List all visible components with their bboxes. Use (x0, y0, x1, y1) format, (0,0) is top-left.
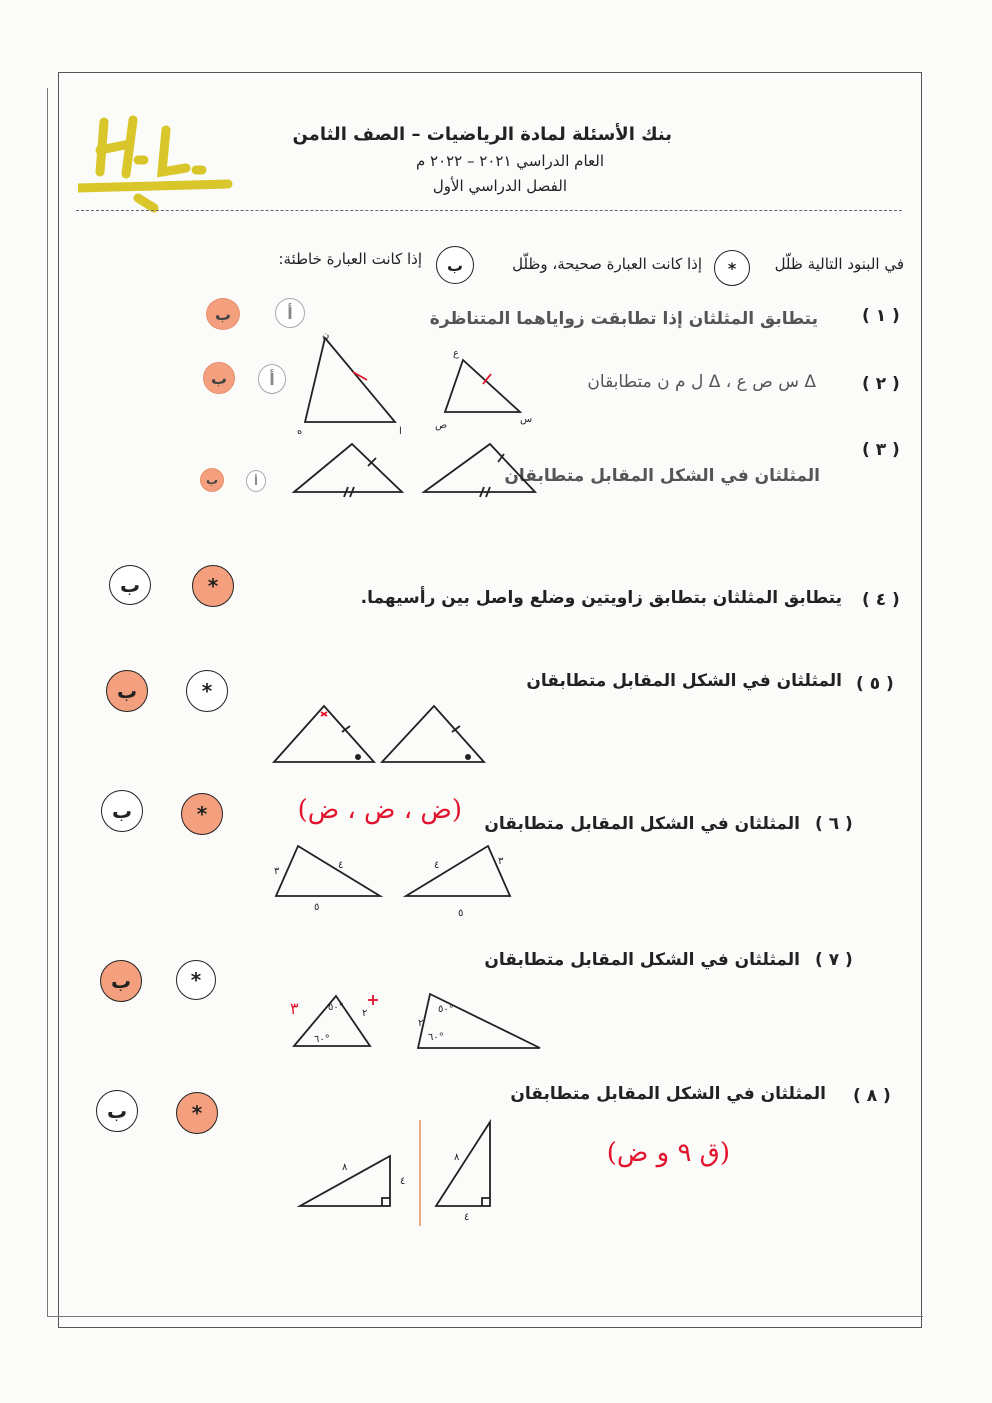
q6-label-c: ٥ (314, 902, 320, 913)
q7-label-a: ٢ (362, 1008, 368, 1019)
q1-number: ( ١ ) (862, 306, 900, 326)
q2-label-sad: ص (435, 420, 448, 431)
q4-text: يتطابق المثلثان بتطابق زاويتين وضلع واصل بين رأسيهما. (360, 588, 842, 608)
q4-number: ( ٤ ) (862, 590, 900, 610)
q6-option-b[interactable]: ب (101, 790, 143, 832)
q2-option-a[interactable]: أ (258, 364, 286, 394)
q1-text: يتطابق المثلثان إذا تطابقت زواياهما المتناظرة (429, 309, 818, 329)
q8-handwritten-note: (ق ٩ و ض) (606, 1138, 730, 1168)
q7-text: المثلثان في الشكل المقابل متطابقان (484, 950, 800, 970)
q2-text: Δ س ص ع ، Δ ل م ن متطابقان (587, 372, 816, 392)
q7-option-b[interactable]: ب (100, 960, 142, 1002)
q5-number: ( ٥ ) (856, 674, 894, 694)
q8-label-b: ٤ (400, 1176, 406, 1187)
q6-number: ( ٦ ) (815, 814, 853, 834)
q6-option-star[interactable]: * (181, 793, 223, 835)
q2-label-a: ا (399, 426, 402, 437)
q5-text: المثلثان في الشكل المقابل متطابقان (526, 671, 842, 691)
q1-option-b[interactable]: ب (206, 298, 240, 330)
q2-label-ain: ع (453, 348, 459, 359)
q6-label-b2: ٤ (434, 860, 440, 871)
instruction-part1: في البنود التالية ظلّل (774, 255, 904, 273)
q8-label-a2: ٨ (454, 1152, 460, 1163)
q4-option-star[interactable]: * (192, 565, 234, 607)
q2-figure (295, 330, 545, 440)
q8-number: ( ٨ ) (853, 1086, 891, 1106)
q3-option-b[interactable]: ب (200, 468, 224, 492)
q4-option-b[interactable]: ب (109, 565, 151, 605)
q7-label-b2: ٥٠° (438, 1004, 454, 1015)
q7-option-star[interactable]: * (176, 960, 216, 1000)
q7-label-c2: ٦٠° (428, 1032, 444, 1043)
q8-option-b[interactable]: ب (96, 1090, 138, 1132)
instruction-part3: إذا كانت العبارة خاطئة: (278, 250, 422, 268)
q7-figure (288, 990, 548, 1060)
q2-label-seen: س (520, 414, 533, 425)
q7-label-c: ٦٠° (314, 1034, 330, 1045)
instruction-false-symbol: ب (436, 246, 474, 284)
q5-figure (272, 700, 492, 770)
q8-figure (296, 1120, 496, 1230)
school-year: العام الدراسي ٢٠٢١ – ٢٠٢٢ م (415, 152, 604, 170)
q5-option-b[interactable]: ب (106, 670, 148, 712)
q7-number: ( ٧ ) (815, 950, 853, 970)
q8-label-a: ٨ (342, 1162, 348, 1173)
instruction-true-symbol: * (714, 250, 750, 286)
header-divider (76, 210, 902, 211)
q7-handwritten-mark: ٣ (290, 999, 299, 1018)
q6-label-a2: ٣ (498, 856, 504, 867)
q8-option-star[interactable]: * (176, 1092, 218, 1134)
hl-logo (78, 112, 238, 222)
q2-option-b[interactable]: ب (203, 362, 235, 394)
q6-label-b: ٤ (338, 860, 344, 871)
q8-label-b2: ٤ (464, 1212, 470, 1223)
q2-label-h: ه (297, 426, 303, 437)
q7-label-a2: ٢ (418, 1018, 424, 1029)
instruction-part2: إذا كانت العبارة صحيحة، وظلّل (512, 255, 702, 273)
q3-option-a[interactable]: أ (246, 470, 266, 492)
q6-handwritten-note: (ض ، ض ، ض) (297, 795, 462, 825)
q6-text: المثلثان في الشكل المقابل متطابقان (484, 814, 800, 834)
q2-number: ( ٢ ) (862, 374, 900, 394)
q6-label-a: ٣ (274, 866, 280, 877)
q6-figure (270, 842, 520, 922)
q3-figure (290, 440, 540, 500)
q6-label-c2: ٥ (458, 908, 464, 919)
document-title: بنك الأسئلة لمادة الرياضيات – الصف الثامن (292, 124, 672, 145)
q8-text: المثلثان في الشكل المقابل متطابقان (510, 1084, 826, 1104)
q7-label-b: ٥٠° (328, 1002, 344, 1013)
q3-number: ( ٣ ) (862, 440, 900, 460)
q1-option-a[interactable]: أ (275, 298, 305, 328)
q2-label-n: ن (322, 330, 330, 341)
term: الفصل الدراسي الأول (432, 177, 567, 195)
q5-option-star[interactable]: * (186, 670, 228, 712)
q3-text: المثلثان في الشكل المقابل متطابقان (504, 466, 820, 486)
